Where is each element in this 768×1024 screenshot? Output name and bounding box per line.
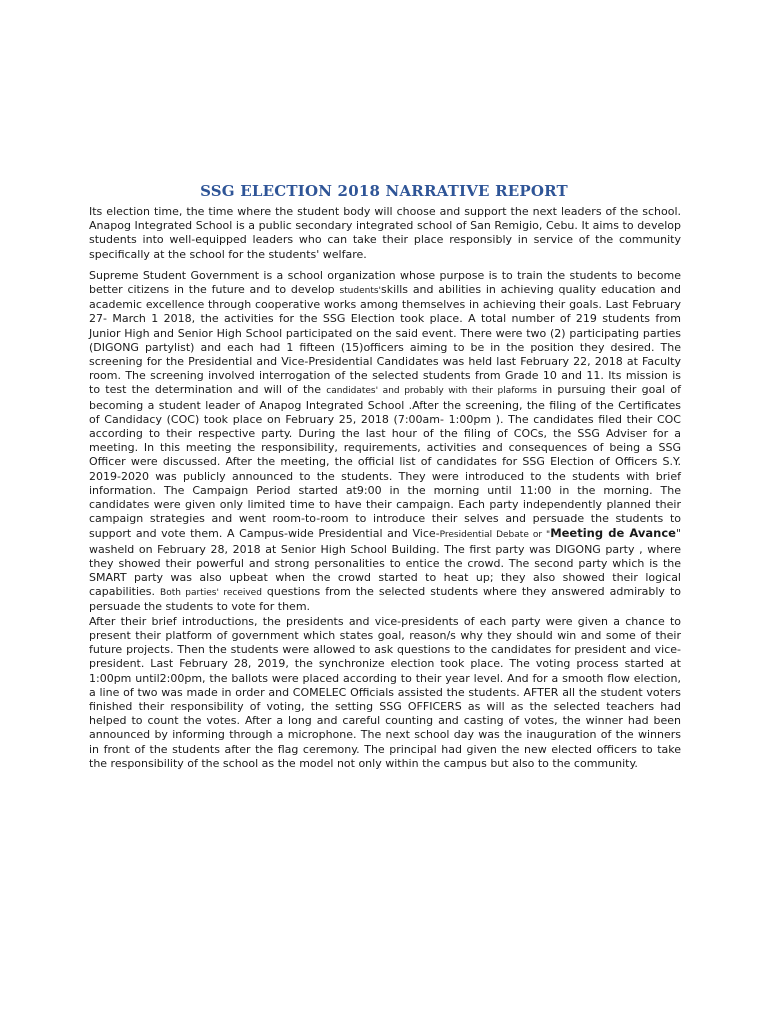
- meeting-de-avance: Meeting de Avance: [550, 526, 676, 541]
- report-body: [89, 205, 681, 771]
- ssg-paragraph: [89, 269, 681, 615]
- ssg-text-9: Both parties' received: [160, 588, 262, 599]
- ssg-text-2: students': [339, 286, 382, 297]
- ssg-text-5: in pursuing their goal of becoming a student leader of Anapog Integrated School .After the screening, the filing of the Certificates of Candidacy (COC) took place on February 25, 2018 (7:00am- 1:00pm ). The candidates filed their COC according to their respective party. During the last hour of the filing of COCs, the SSG Adviser for a meeting. In this meeting the responsibility, requirements, activities and consequences of being a SSG Officer were discussed. After the meeting, the official list of candidates for SSG Election of Officers S.Y. 2019-2020 was publicly announced to the students. They were introduced to the students with brief information. The Campaign Period started at9:00 in the morning until 11:00 in the morning. The candidates were given only limited time to have their campaign. Each party independently planned their campaign strategies and went room-to-room to introduce their selves and persuade the students to support and vote them. A Campus-wide Presidential and Vice-: [89, 383, 682, 541]
- ssg-text-8: " washeld on February 28, 2018 at Senior High School Building. The first party was DIGONG party , where they showed their powerful and strong personalities to entice the crowd. The second party which is the SMART party was also upbeat when the crowd started to heat up; they also showed their logical capabilities.: [89, 527, 681, 599]
- ssg-text-1: Supreme Student Government is a school organization whose purpose is to train the students to become better citizens in the future and to develop: [89, 268, 681, 297]
- ssg-text-10: questions from the selected students where they answered admirably to persuade the students to vote for them.: [89, 585, 681, 614]
- ssg-text-4: candidates' and probably with their plaforms: [326, 386, 537, 397]
- page-title: SSG ELECTION 2018 NARRATIVE REPORT: [200, 182, 568, 200]
- election-paragraph: After their brief introductions, the presidents and vice-presidents of each party were given a chance to present their platform of government which states goal, reason/s why they should win and some of their future projects. Then the students were allowed to ask questions to the candidates for president and vice-president. Last February 28, 2019, the synchronize election took place. The voting process started at 1:00pm until2:00pm, the ballots were placed according to their year level. And for a smooth flow election, a line of two was made in order and COMELEC Officials assisted the students. AFTER all the student voters finished their responsibility of voting, the setting SSG OFFICERS as will as the selected teachers had helped to count the votes. After a long and careful counting and casting of votes, the winner had been announced by informing through a microphone. The next school day was the inauguration of the winners in front of the students after the flag ceremony. The principal had given the new elected officers to take the responsibility of the school as the model not only within the campus but also to the community.: [89, 614, 681, 770]
- ssg-text-6: Presidential Debate or ": [439, 530, 551, 541]
- intro-paragraph: Its election time, the time where the student body will choose and support the next leaders of the school. Anapog Integrated School is a public secondary integrated school of San Remigio, Cebu. It aims to develop students into well-equipped leaders who can take their place responsibly in service of the community specifically at the school for the students' welfare.: [89, 205, 681, 261]
- ssg-text-3: skills and abilities in achieving quality education and academic excellence through cooperative works among themselves in achieving their goals. Last February 27- March 1 2018, the activities for the SSG Election took place. A total number of 219 students from Junior High and Senior High School participated on the said event. There were two (2) participating parties (DIGONG partylist) and each had 1 fifteen (15)officers aiming to be in the position they desired. The screening for the Presidential and Vice-Presidential Candidates was held last February 22, 2018 at Faculty room. The screening involved interrogation of the selected students from Grade 10 and 11. Its mission is to test the determination and will of the: [89, 283, 682, 397]
